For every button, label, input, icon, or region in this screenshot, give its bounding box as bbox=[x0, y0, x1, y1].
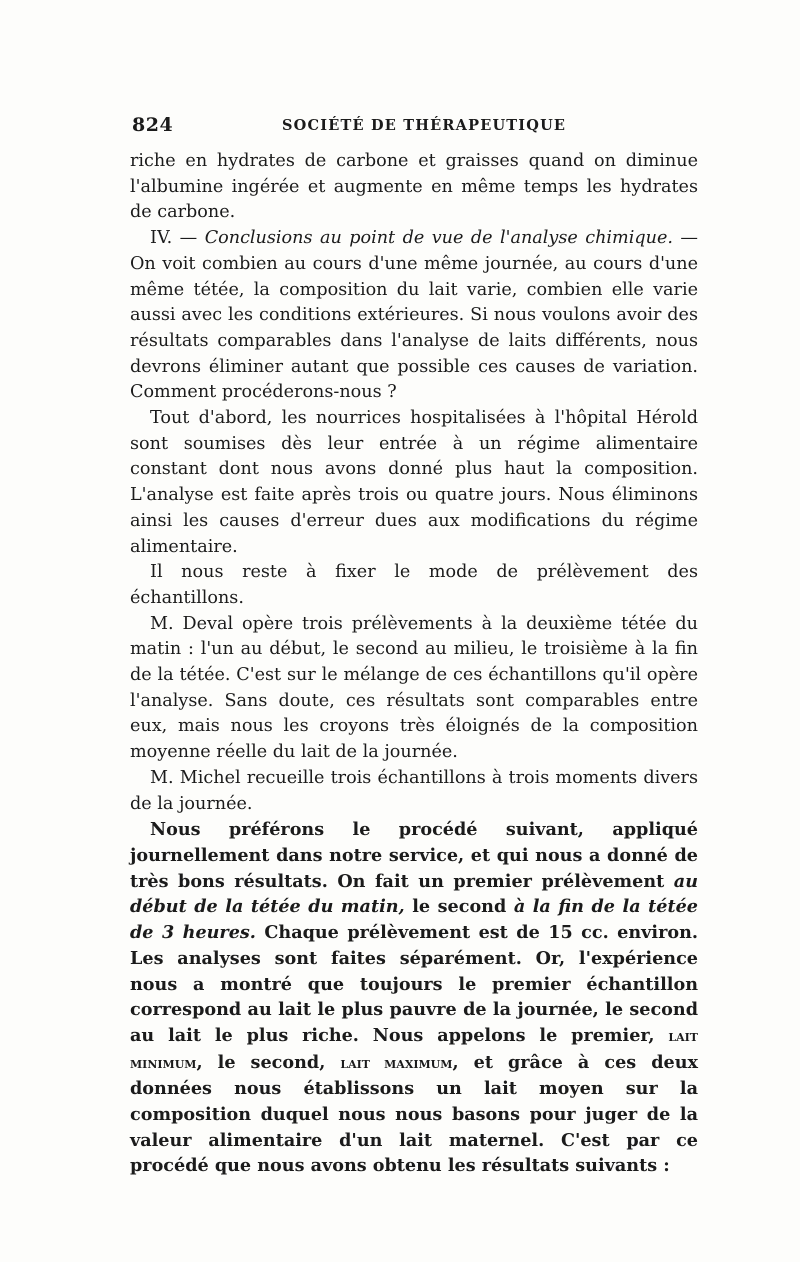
page-number: 824 bbox=[132, 114, 174, 136]
paragraph-conclusions: IV. — Conclusions au point de vue de l'analyse chimique. — On voit combien au cours d'une même journée, au cours d'une même tétée, la composition du lait varie, combien elle varie aussi avec les conditions extérieures. Si nous voulons avoir des résultats comparables dans l'analyse de laits différents, nous devrons éliminer autant que possible ces causes de variation. Comment procéderons-nous ? bbox=[130, 228, 699, 403]
section-number: IV. — bbox=[150, 228, 205, 249]
body-text bbox=[130, 149, 698, 1179]
term-lait-maximum: lait maximum bbox=[340, 1053, 453, 1072]
paragraph-sampling-mode: Il nous reste à fixer le mode de prélèvement des échantillons. bbox=[130, 562, 698, 608]
paragraph-continued: riche en hydrates de carbone et graisses quand on diminue l'albumine ingérée et augmente en même temps les hydrates de carbone. bbox=[130, 151, 698, 223]
paragraph-procedure: Nous préférons le procédé suivant, appliqué journellement dans notre service, et qui nous a donné de très bons résultats. On fait un premier prélèvement au début de la tétée du matin, le second à la fin de la tétée de 3 heures. Chaque prélèvement est de 15 cc. environ. Les analyses sont faites séparément. Or, l'expérience nous a montré que toujours le premier échantillon correspond au lait le plus pauvre de la journée, le second au lait le plus riche. Nous appelons le premier, lait minimum, le second, lait maximum, et grâce à ces deux données nous établissons un lait moyen sur la composition duquel nous nous basons pour juger de la valeur alimentaire d'un lait maternel. C'est par ce procédé que nous avons obtenu les résultats suivants : bbox=[130, 819, 698, 1177]
paragraph-michel: M. Michel recueille trois échantillons à trois moments divers de la journée. bbox=[130, 767, 698, 814]
paragraph-deval: M. Deval opère trois prélèvements à la deuxième tétée du matin : l'un au début, le second au milieu, le troisième à la fin de la tétée. C'est sur le mélange de ces échantillons qu'il opère l'analyse. Sans doute, ces résultats sont comparables entre eux, mais nous les croyons très éloignés de la composition moyenne réelle du lait de la journée. bbox=[130, 613, 698, 763]
paragraph-regime: Tout d'abord, les nourrices hospitalisées à l'hôpital Hérold sont soumises dès leur entrée à un régime alimentaire constant dont nous avons donné plus haut la composition. L'analyse est faite après trois ou quatre jours. Nous éliminons ainsi les causes d'erreur dues aux modifications du régime alimentaire. bbox=[130, 408, 698, 557]
running-title: SOCIÉTÉ DE THÉRAPEUTIQUE bbox=[282, 117, 567, 134]
page-header bbox=[132, 114, 696, 144]
section-heading: Conclusions au point de vue de l'analyse chimique. bbox=[204, 228, 673, 249]
term-lait-minimum: lait minimum bbox=[130, 1026, 698, 1072]
